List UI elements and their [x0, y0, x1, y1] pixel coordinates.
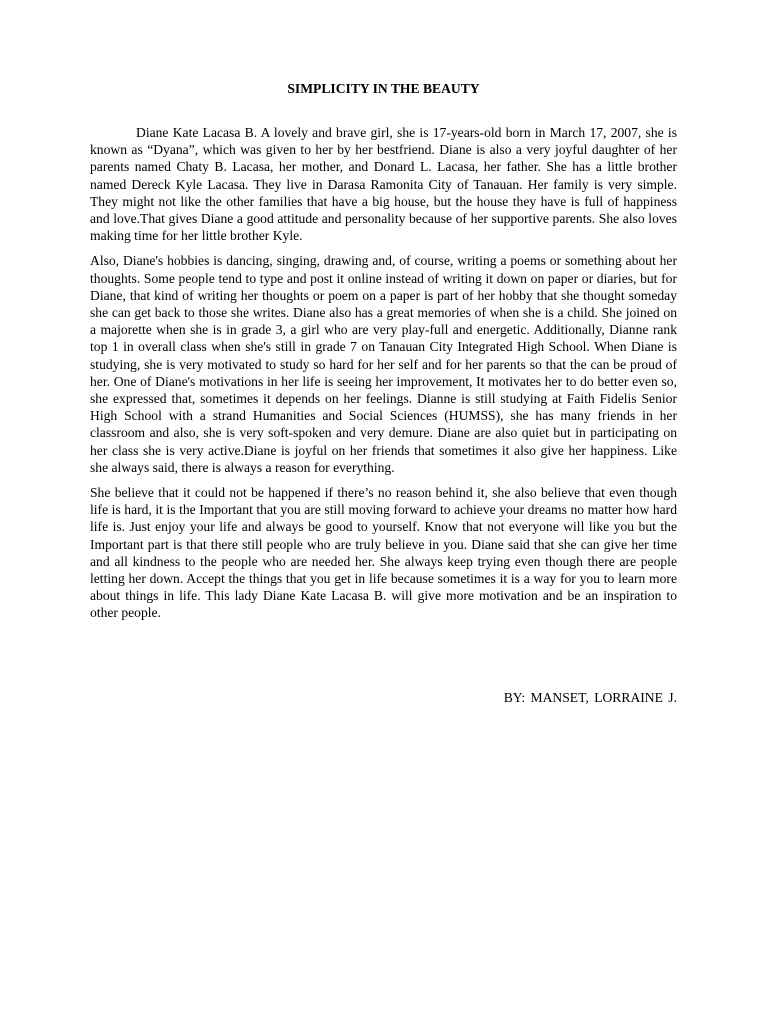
document-page [90, 0, 677, 1024]
document-body [90, 124, 677, 630]
paragraph-3: She believe that it could not be happened if there’s no reason behind it, she also believe that even though life is hard, it is the Important that you are still moving forward to achieve your dreams no matter how hard life is. Just enjoy your life and always be good to yourself. Know that not everyone will like you but the Important part is that there still people who are truly believe in you. Diane said that she can give her time and all kindness to the people who are needed her. She always keep trying even though there are people letting her down. Accept the things that you get in life because sometimes it is a way for you to learn more about things in life. This lady Diane Kate Lacasa B. will give more motivation and be an inspiration to other people. [90, 485, 677, 621]
paragraph-1: Diane Kate Lacasa B. A lovely and brave girl, she is 17-years-old born in March 17, 2007, she is known as “Dyana”, which was given to her by her bestfriend. Diane is also a very joyful daughter of her parents named Chaty B. Lacasa, her mother, and Donard L. Lacasa, her father. She has a little brother named Dereck Kyle Lacasa. They live in Darasa Ramonita City of Tanauan. Her family is very simple. They might not like the other families that have a big house, but the house they have is full of happiness and love.That gives Diane a good attitude and personality because of her supportive parents. She also loves making time for her little brother Kyle. [90, 125, 677, 244]
document-title: SIMPLICITY IN THE BEAUTY [287, 81, 480, 96]
paragraph-2: Also, Diane's hobbies is dancing, singing, drawing and, of course, writing a poems or something about her thoughts. Some people tend to type and post it online instead of writing it down on paper or diaries, but for Diane, that kind of writing her thoughts or poem on a paper is part of her hobby that she thought someday she can get back to those she writes. Diane also has a great memories of when she is a child. She joined on a majorette when she is in grade 3, a girl who are very play-full and energetic. Additionally, Dianne rank top 1 in overall class when she's still in grade 7 on Tanauan City Integrated High School. When Diane is studying, she is very motivated to study so hard for her self and for her parents so that the can be proud of her. One of Diane's motivations in her life is seeing her improvement, It motivates her to do better even so, she expressed that, sometimes it depends on her feelings. Dianne is still studying at Faith Fidelis Senior High School with a strand Humanities and Social Sciences (HUMSS), she has many friends in her classroom and also, she is very soft-spoken and very demure. Diane are also quiet but in participating on her class she is very active.Diane is joyful on her friends that sometimes it also give her happiness. Like she always said, there is always a reason for everything. [90, 253, 677, 475]
author-byline: BY: MANSET, LORRAINE J. [503, 690, 677, 705]
